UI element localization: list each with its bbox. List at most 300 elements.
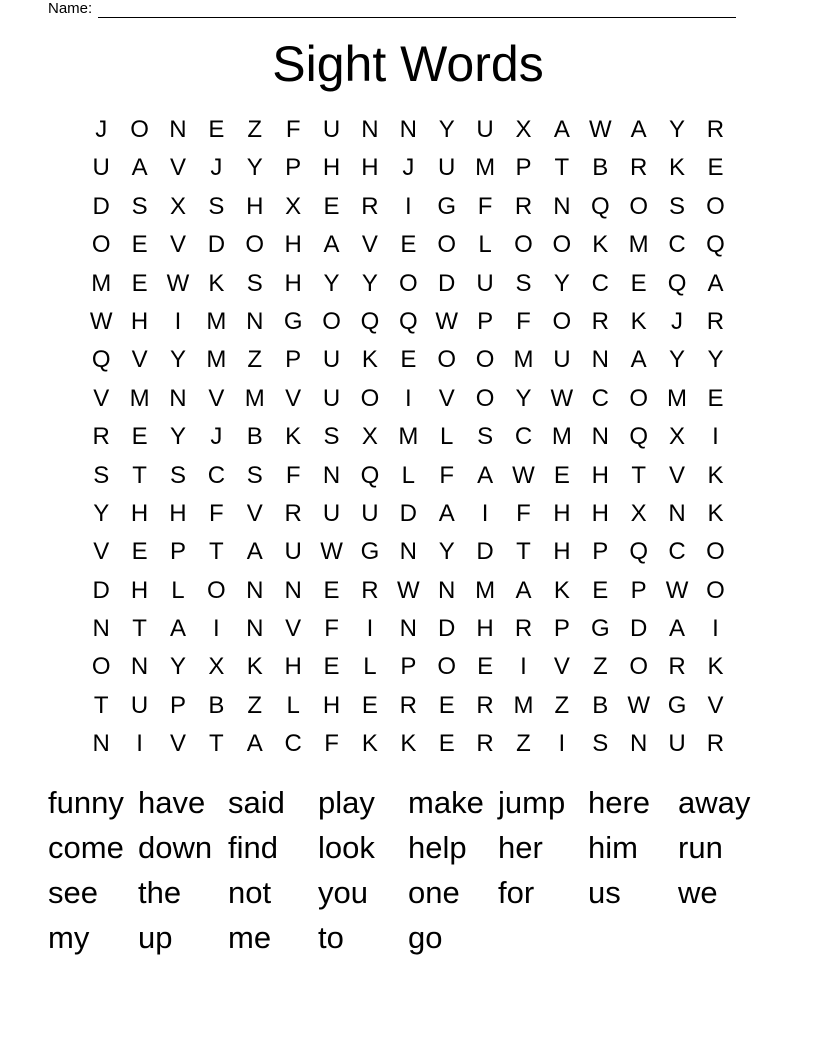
grid-cell: O: [629, 653, 648, 681]
grid-cell: U: [284, 538, 302, 566]
word-bank-item: up: [138, 920, 173, 955]
grid-cell: E: [131, 269, 148, 297]
word-bank-item: jump: [498, 785, 566, 820]
grid-cell: U: [92, 154, 110, 182]
word-bank-item: you: [318, 875, 368, 910]
grid-cell: X: [630, 499, 647, 527]
grid-cell: P: [285, 346, 302, 374]
name-underline: [98, 3, 736, 18]
grid-cell: K: [630, 307, 647, 335]
grid-cell: U: [668, 730, 686, 758]
grid-cell: K: [707, 653, 724, 681]
grid-cell: M: [129, 384, 150, 412]
grid-cell: R: [629, 154, 648, 182]
grid-cell: N: [246, 576, 264, 604]
grid-cell: W: [320, 538, 343, 566]
grid-cell: O: [475, 346, 495, 374]
grid-cell: U: [130, 691, 149, 719]
grid-cell: O: [706, 192, 725, 220]
grid-cell: C: [591, 384, 609, 412]
grid-cell: U: [438, 154, 456, 182]
grid-cell: I: [136, 730, 143, 758]
grid-cell: E: [323, 192, 340, 220]
grid-cell: V: [169, 730, 186, 758]
grid-cell: P: [477, 307, 494, 335]
grid-cell: Z: [516, 730, 531, 758]
grid-cell: G: [283, 307, 303, 335]
grid-cell: R: [706, 116, 725, 143]
grid-cell: U: [476, 269, 494, 297]
grid-cell: D: [207, 231, 226, 259]
grid-cell: R: [591, 307, 609, 335]
grid-cell: L: [286, 691, 300, 719]
grid-cell: W: [550, 384, 574, 412]
grid-cell: V: [93, 384, 110, 412]
grid-cell: N: [438, 576, 456, 604]
grid-cell: N: [399, 538, 417, 566]
grid-cell: I: [712, 423, 719, 451]
grid-cell: E: [400, 346, 417, 374]
grid-cell: C: [591, 269, 609, 297]
grid-cell: B: [246, 423, 263, 451]
grid-cell: M: [206, 346, 227, 374]
grid-cell: A: [169, 615, 186, 643]
grid-cell: H: [130, 307, 149, 335]
grid-cell: D: [476, 538, 494, 566]
grid-cell: R: [361, 192, 379, 220]
grid-cell: Q: [667, 269, 687, 297]
grid-cell: K: [400, 730, 417, 758]
grid-cell: H: [130, 499, 149, 527]
grid-cell: U: [322, 116, 341, 143]
grid-cell: N: [92, 615, 110, 643]
grid-cell: I: [520, 653, 527, 681]
grid-cell: M: [513, 691, 534, 719]
grid-cell: U: [476, 116, 494, 143]
grid-cell: T: [631, 461, 646, 489]
grid-cell: N: [399, 116, 417, 143]
grid-cell: X: [669, 423, 686, 451]
grid-cell: X: [208, 653, 225, 681]
grid-cell: C: [207, 461, 226, 489]
grid-cell: P: [169, 691, 186, 719]
grid-cell: V: [361, 231, 378, 259]
grid-cell: I: [712, 615, 719, 643]
grid-cell: A: [246, 730, 263, 758]
grid-cell: Y: [707, 346, 724, 374]
grid-cell: O: [706, 576, 725, 604]
grid-cell: P: [400, 653, 417, 681]
grid-cell: E: [592, 576, 609, 604]
grid-cell: S: [93, 461, 110, 489]
grid-cell: E: [477, 653, 494, 681]
grid-cell: F: [516, 499, 531, 527]
word-bank-item: not: [228, 875, 272, 910]
grid-cell: M: [398, 423, 419, 451]
grid-cell: N: [668, 499, 686, 527]
grid-cell: K: [592, 231, 609, 259]
word-bank-item: her: [498, 830, 543, 865]
grid-cell: I: [213, 615, 220, 643]
grid-cell: F: [324, 730, 339, 758]
grid-cell: E: [553, 461, 570, 489]
word-bank-item: him: [588, 830, 638, 865]
word-bank-item: one: [408, 875, 460, 910]
grid-cell: E: [400, 231, 417, 259]
grid-cell: H: [284, 231, 302, 259]
grid-cell: S: [246, 269, 263, 297]
grid-cell: K: [285, 423, 302, 451]
grid-cell: R: [514, 192, 533, 220]
grid-cell: O: [629, 192, 648, 220]
grid-cell: K: [361, 730, 378, 758]
grid-cell: P: [630, 576, 647, 604]
grid-cell: T: [516, 538, 531, 566]
grid-cell: R: [514, 615, 533, 643]
grid-cell: H: [591, 499, 609, 527]
grid-cell: Q: [398, 307, 418, 335]
grid-cell: H: [553, 499, 571, 527]
name-field: [48, 0, 736, 18]
grid-cell: F: [324, 615, 339, 643]
grid-cell: H: [169, 499, 187, 527]
word-bank-item: the: [138, 875, 182, 910]
word-bank-item: run: [678, 830, 723, 865]
grid-cell: O: [706, 538, 725, 566]
grid-cell: O: [552, 307, 572, 335]
grid-cell: J: [210, 154, 223, 182]
grid-cell: R: [284, 499, 302, 527]
grid-cell: H: [553, 538, 571, 566]
grid-cell: X: [285, 192, 302, 220]
grid-cell: E: [630, 269, 647, 297]
grid-cell: T: [209, 538, 224, 566]
word-bank-item: have: [138, 785, 206, 820]
grid-cell: O: [245, 231, 265, 259]
grid-cell: A: [669, 615, 686, 643]
grid-cell: Y: [246, 154, 263, 182]
grid-cell: K: [208, 269, 225, 297]
grid-cell: M: [206, 307, 227, 335]
grid-cell: N: [169, 116, 187, 143]
grid-cell: H: [284, 653, 302, 681]
grid-cell: N: [130, 653, 149, 681]
grid-cell: G: [667, 691, 687, 719]
grid-cell: V: [285, 384, 302, 412]
grid-cell: V: [285, 615, 302, 643]
grid-cell: M: [513, 346, 534, 374]
grid-cell: X: [361, 423, 378, 451]
grid-cell: N: [629, 730, 648, 758]
grid-cell: I: [481, 499, 489, 527]
grid-cell: Q: [360, 461, 380, 489]
grid-cell: V: [669, 461, 686, 489]
grid-cell: V: [707, 691, 724, 719]
grid-cell: G: [590, 615, 610, 643]
grid-cell: O: [91, 231, 111, 259]
grid-cell: S: [477, 423, 494, 451]
grid-cell: V: [169, 231, 186, 259]
grid-cell: I: [366, 615, 374, 643]
grid-cell: N: [246, 307, 264, 335]
grid-cell: I: [404, 192, 412, 220]
grid-cell: X: [169, 192, 186, 220]
grid-cell: Y: [323, 269, 340, 297]
grid-cell: Y: [553, 269, 570, 297]
grid-cell: T: [132, 615, 147, 643]
page-title: Sight Words: [272, 36, 544, 92]
grid-cell: V: [169, 154, 186, 182]
grid-cell: A: [630, 116, 647, 143]
grid-cell: Y: [169, 653, 186, 681]
grid-cell: M: [244, 384, 265, 412]
grid-cell: P: [553, 615, 570, 643]
grid-cell: W: [665, 576, 689, 604]
grid-cell: Q: [706, 231, 725, 259]
grid-cell: V: [553, 653, 570, 681]
grid-cell: C: [514, 423, 533, 451]
grid-cell: N: [591, 423, 609, 451]
grid-cell: D: [92, 576, 110, 604]
grid-cell: E: [707, 154, 724, 182]
grid-cell: N: [399, 615, 417, 643]
grid-cell: S: [169, 461, 186, 489]
grid-cell: O: [629, 384, 648, 412]
grid-cell: I: [404, 384, 412, 412]
grid-cell: H: [476, 615, 494, 643]
grid-cell: W: [396, 576, 420, 604]
grid-cell: L: [401, 461, 415, 489]
grid-cell: L: [478, 231, 492, 259]
word-bank-item: go: [408, 920, 443, 955]
grid-cell: G: [360, 538, 380, 566]
grid-cell: W: [89, 307, 113, 335]
grid-cell: I: [558, 730, 566, 758]
grid-cell: G: [437, 192, 457, 220]
grid-cell: Q: [91, 346, 111, 374]
grid-cell: N: [169, 384, 187, 412]
grid-cell: Y: [669, 116, 686, 143]
grid-cell: L: [440, 423, 454, 451]
grid-cell: U: [322, 499, 341, 527]
grid-cell: D: [92, 192, 110, 220]
grid-cell: S: [669, 192, 686, 220]
grid-cell: H: [591, 461, 609, 489]
grid-cell: R: [706, 307, 725, 335]
grid-cell: Y: [361, 269, 378, 297]
grid-cell: O: [437, 346, 457, 374]
grid-cell: A: [630, 346, 647, 374]
word-bank-item: for: [498, 875, 535, 910]
grid-cell: N: [322, 461, 341, 489]
grid-cell: Z: [247, 116, 263, 143]
grid-cell: S: [131, 192, 148, 220]
grid-cell: K: [707, 499, 724, 527]
word-bank-item: make: [408, 785, 484, 820]
grid-cell: D: [629, 615, 648, 643]
grid-cell: C: [668, 231, 686, 259]
grid-cell: O: [552, 231, 572, 259]
grid-cell: O: [398, 269, 418, 297]
grid-cell: L: [363, 653, 377, 681]
grid-cell: O: [475, 384, 495, 412]
grid-cell: M: [551, 423, 572, 451]
grid-cell: H: [246, 192, 264, 220]
grid-cell: A: [323, 231, 340, 259]
name-label: Name:: [48, 0, 93, 17]
grid-cell: W: [166, 269, 190, 297]
grid-cell: F: [285, 116, 301, 143]
grid-cell: F: [285, 461, 301, 489]
word-bank-item: play: [318, 785, 375, 820]
grid-cell: O: [360, 384, 380, 412]
grid-cell: E: [361, 691, 378, 719]
grid-cell: K: [707, 461, 724, 489]
grid-cell: P: [592, 538, 609, 566]
grid-cell: M: [91, 269, 112, 297]
grid-cell: Q: [360, 307, 380, 335]
grid-cell: A: [553, 116, 570, 143]
grid-cell: T: [93, 691, 109, 719]
grid-cell: Y: [669, 346, 686, 374]
grid-cell: Y: [438, 116, 455, 143]
grid-cell: S: [515, 269, 532, 297]
grid-cell: E: [131, 231, 148, 259]
grid-cell: O: [207, 576, 226, 604]
grid-cell: V: [438, 384, 455, 412]
grid-cell: Q: [590, 192, 610, 220]
grid-cell: N: [591, 346, 609, 374]
grid-cell: R: [668, 653, 686, 681]
grid-cell: D: [438, 615, 456, 643]
grid-cell: J: [210, 423, 223, 451]
word-bank-item: away: [678, 785, 751, 820]
grid-cell: A: [246, 538, 263, 566]
grid-cell: N: [246, 615, 264, 643]
word-bank-item: down: [138, 830, 213, 865]
word-bank-item: to: [318, 920, 344, 955]
word-bank-item: come: [48, 830, 124, 865]
grid-cell: L: [171, 576, 185, 604]
grid-cell: N: [553, 192, 571, 220]
word-bank-item: look: [318, 830, 375, 865]
grid-cell: O: [437, 653, 457, 681]
grid-cell: Z: [247, 691, 263, 719]
grid-cell: P: [515, 154, 532, 182]
grid-cell: O: [322, 307, 341, 335]
grid-cell: T: [132, 461, 147, 489]
word-bank-item: said: [228, 785, 285, 820]
grid-cell: U: [361, 499, 379, 527]
grid-cell: B: [592, 691, 609, 719]
grid-cell: E: [131, 423, 148, 451]
grid-cell: O: [514, 231, 533, 259]
grid-cell: H: [130, 576, 149, 604]
grid-cell: B: [592, 154, 609, 182]
grid-cell: C: [668, 538, 686, 566]
grid-cell: R: [476, 730, 494, 758]
word-bank-item: my: [48, 920, 90, 955]
grid-cell: K: [246, 653, 263, 681]
grid-cell: B: [208, 691, 225, 719]
word-bank-item: find: [228, 830, 278, 865]
grid-cell: H: [322, 154, 341, 182]
grid-cell: V: [93, 538, 110, 566]
grid-cell: A: [477, 461, 494, 489]
grid-cell: R: [361, 576, 379, 604]
word-bank-item: me: [228, 920, 272, 955]
grid-cell: Y: [93, 499, 110, 527]
grid-cell: N: [361, 116, 379, 143]
grid-cell: U: [322, 384, 341, 412]
grid-cell: Z: [247, 346, 263, 374]
grid-cell: E: [208, 116, 225, 143]
word-bank-item: help: [408, 830, 467, 865]
grid-cell: W: [435, 307, 459, 335]
grid-cell: K: [361, 346, 378, 374]
grid-cell: I: [174, 307, 182, 335]
grid-cell: W: [627, 691, 650, 719]
word-bank: [48, 780, 768, 960]
grid-cell: U: [322, 346, 341, 374]
grid-cell: Q: [629, 538, 648, 566]
grid-cell: J: [402, 154, 415, 182]
grid-cell: A: [515, 576, 532, 604]
grid-cell: D: [438, 269, 456, 297]
grid-cell: S: [208, 192, 225, 220]
grid-cell: N: [92, 730, 110, 758]
grid-cell: M: [628, 231, 649, 259]
grid-cell: A: [438, 499, 455, 527]
grid-cell: F: [209, 499, 224, 527]
grid-cell: S: [323, 423, 340, 451]
grid-cell: F: [516, 307, 531, 335]
grid-cell: Y: [515, 384, 532, 412]
grid-cell: D: [399, 499, 417, 527]
grid-cell: A: [131, 154, 148, 182]
grid-cell: Y: [169, 423, 186, 451]
grid-cell: V: [208, 384, 225, 412]
grid-cell: Z: [592, 653, 608, 681]
word-bank-item: we: [678, 875, 718, 910]
grid-cell: M: [667, 384, 688, 412]
grid-cell: V: [246, 499, 263, 527]
word-bank-item: funny: [48, 785, 124, 820]
word-bank-item: here: [588, 785, 651, 820]
grid-cell: H: [284, 269, 302, 297]
grid-cell: H: [361, 154, 379, 182]
grid-cell: R: [92, 423, 110, 451]
grid-cell: E: [323, 653, 340, 681]
grid-cell: E: [438, 691, 455, 719]
word-bank-item: us: [588, 875, 621, 910]
grid-cell: Y: [438, 538, 455, 566]
grid-cell: S: [246, 461, 263, 489]
grid-cell: J: [95, 116, 108, 143]
grid-cell: J: [671, 307, 684, 335]
grid-cell: V: [131, 346, 148, 374]
grid-cell: F: [439, 461, 455, 489]
grid-cell: R: [476, 691, 494, 719]
grid-cell: P: [285, 154, 302, 182]
grid-cell: K: [553, 576, 570, 604]
grid-cell: U: [553, 346, 571, 374]
grid-cell: X: [515, 116, 532, 143]
grid-cell: Q: [629, 423, 648, 451]
grid-cell: O: [437, 231, 457, 259]
grid-cell: H: [322, 691, 341, 719]
grid-cell: W: [588, 116, 612, 143]
